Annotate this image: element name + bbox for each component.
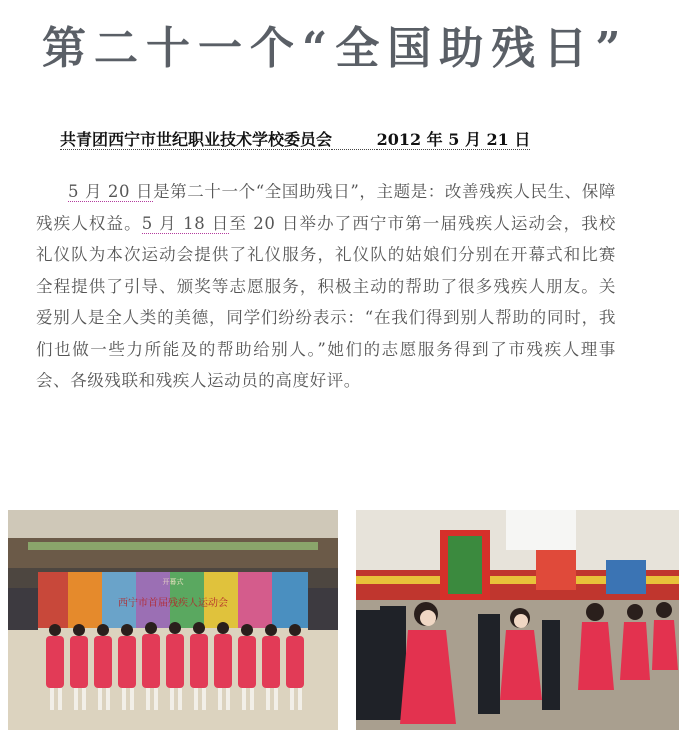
stage-arch-text: 开幕式 [162,578,184,586]
photo-sports-venue [356,510,679,730]
date-mark-2: 5 月 18 日 [141,213,230,233]
page-title: 第二十一个“全国助残日” [42,23,629,74]
byline-org: 共青团西宁市世纪职业技术学校委员会 [60,130,333,149]
paragraph-part-2: 至 20 日举办了西宁市第一届残疾人运动会，我校礼仪队为本次运动会提供了礼仪服务，礼仪队的姑娘们分别在开幕式和比赛全程提供了引导、颁奖等志愿服务，积极主动的帮助了很多残疾人朋友。关爱别人是全人类的美德，同学们纷纷表示：“在我们得到别人帮助的同时，我们也做一些力所能及的帮助给别人。”她们的志愿服务得到了市残疾人理事会、各级残联和残疾人运动员的高度好评。 [36,213,617,390]
byline [60,128,600,152]
byline-date: 2012 年 5 月 21 日 [376,130,531,149]
photo-opening-ceremony [8,510,338,730]
article-paragraph [36,176,616,496]
date-mark-1: 5 月 20 日 [68,182,154,201]
paragraph-part-1: 是第二十一个“全国助残日”，主题是：改善残疾人民生、保障残疾人权益。 [36,182,616,233]
stage-banner-text: 西宁市首届残疾人运动会 [118,598,228,609]
